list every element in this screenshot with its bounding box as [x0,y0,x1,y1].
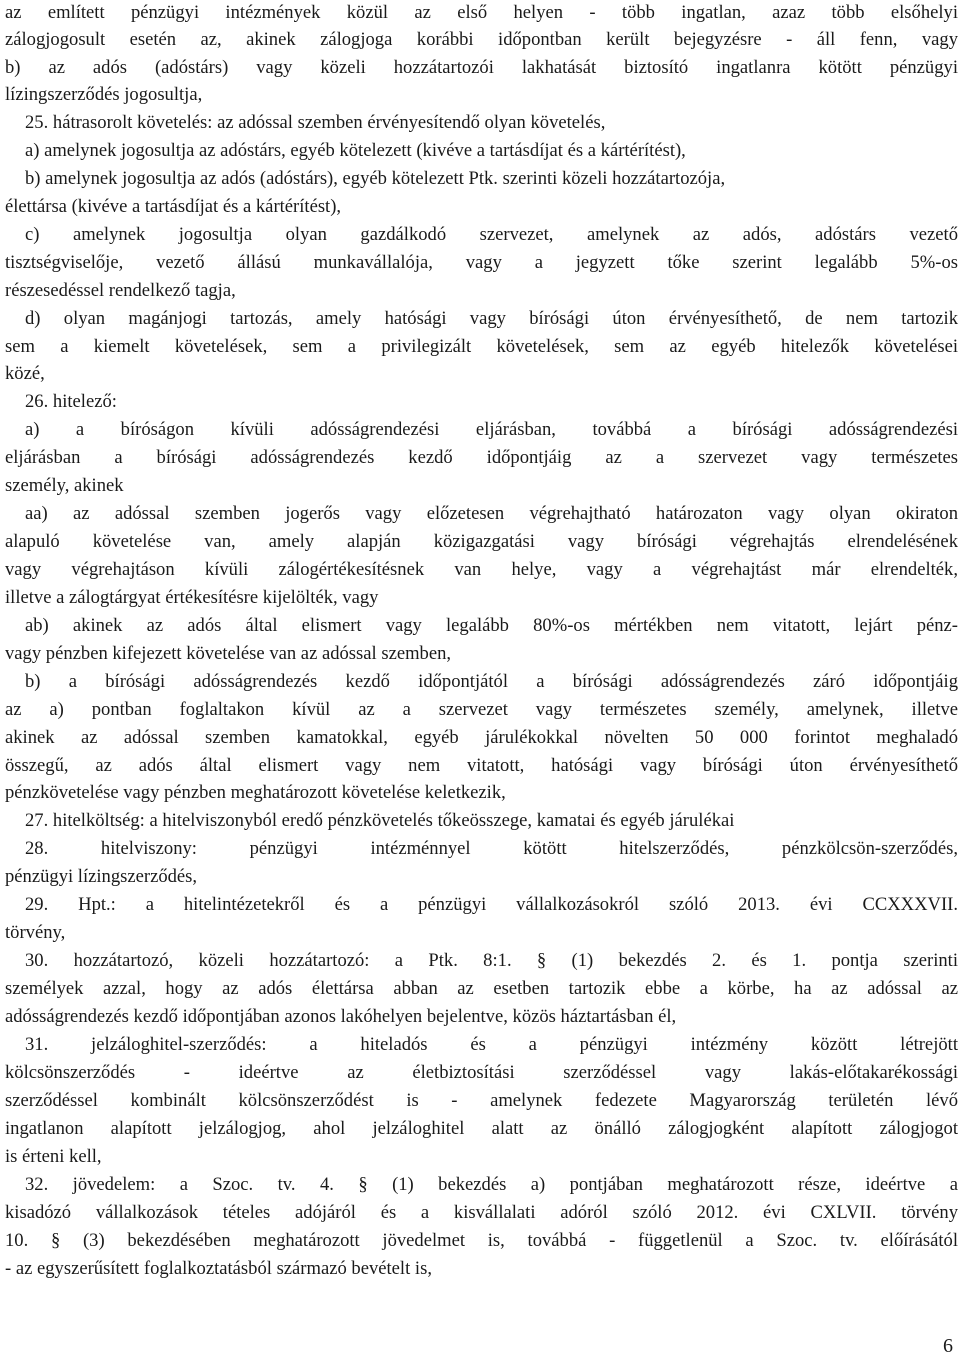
text-line: c) amelynek jogosultja olyan gazdálkodó szervezet, amelynek az adós, adóstárs vezető [25,224,958,245]
text-line: - az egyszerűsített foglalkoztatásból származó bevételt is, [5,1258,432,1279]
text-line: 10. § (3) bekezdésében meghatározott jövedelmet is, továbbá - függetlenül a Szoc. tv. előírásától [5,1230,958,1251]
text-line: az a) pontban foglaltakon kívül az a szervezet vagy természetes személy, amelynek, illetve [5,699,958,720]
text-line: személy, akinek [5,475,124,496]
text-line: b) az adós (adóstárs) vagy közeli hozzátartozói lakhatását biztosító ingatlanra kötött pénzügyi [5,57,958,78]
text-line: 29. Hpt.: a hitelintézetekről és a pénzügyi vállalkozásokról szóló 2013. évi CCXXXVII. [25,894,958,915]
text-line: is érteni kell, [5,1146,102,1167]
text-line: az említett pénzügyi intézmények közül az első helyen - több ingatlan, azaz több elsőhelyi [5,2,958,23]
text-line: eljárásban a bírósági adósságrendezés kezdő időpontjáig az a szervezet vagy természetes [5,447,958,468]
text-line: 32. jövedelem: a Szoc. tv. 4. § (1) bekezdés a) pontjában meghatározott része, ideértve a [25,1174,958,1195]
text-line: tisztségviselője, vezető állású munkavállalója, vagy a jegyzett tőke szerint legalább 5%-os [5,252,958,273]
text-line: vagy pénzben kifejezett követelése van az adóssal szemben, [5,643,452,664]
text-line: pénzkövetelése vagy pénzben meghatározott követelése keletkezik, [5,782,506,803]
text-line: d) olyan magánjogi tartozás, amely hatósági vagy bírósági úton érvényesíthető, de nem tartozik [25,308,958,329]
text-line: sem a kiemelt követelések, sem a privilegizált követelések, sem az egyéb hitelezők követelései [5,336,958,357]
text-line: szerződéssel kombinált kölcsönszerződést is - amelynek fedezete Magyarország területén lévő [5,1090,958,1111]
text-line: a) amelynek jogosultja az adóstárs, egyéb kötelezett (kivéve a tartásdíjat és a kártérítést), [25,140,686,161]
text-line: részesedéssel rendelkező tagja, [5,280,236,301]
text-line: 26. hitelező: [25,391,117,412]
text-line: b) amelynek jogosultja az adós (adóstárs), egyéb kötelezett Ptk. szerinti közeli hozzátartozója, [25,168,726,189]
text-line: illetve a zálogtárgyat értékesítésre kijelölték, vagy [5,587,379,608]
text-line: törvény, [5,922,66,943]
text-line: b) a bírósági adósságrendezés kezdő időpontjától a bírósági adósságrendezés záró időpontjáig [25,671,958,692]
text-line: 31. jelzáloghitel-szerződés: a hiteladós és a pénzügyi intézmény között létrejött [25,1034,958,1055]
text-line: ingatlanon alapított jelzálogjog, ahol jelzáloghitel alatt az önálló zálogjogként alapított zálogjogot [5,1118,958,1139]
text-line: 25. hátrasorolt követelés: az adóssal szemben érvényesítendő olyan követelés, [25,112,606,133]
text-line: közé, [5,363,45,384]
text-line: alapuló követelése van, amely alapján közigazgatási vagy bírósági végrehajtás elrendelésének [5,531,958,552]
text-line: pénzügyi lízingszerződés, [5,866,198,887]
page-number: 6 [943,1335,953,1357]
text-line: aa) az adóssal szemben jogerős vagy előzetesen végrehajtható határozaton vagy olyan okiraton [25,503,958,524]
text-line: kölcsönszerződés - ideértve az életbiztosítási szerződéssel vagy lakás-előtakarékossági [5,1062,958,1083]
text-line: 27. hitelköltség: a hitelviszonyból eredő pénzkövetelés tőkeösszege, kamatai és egyéb járulékai [25,810,735,831]
text-line: a) a bíróságon kívüli adósságrendezési eljárásban, továbbá a bírósági adósságrendezési [25,419,958,440]
text-line: vagy végrehajtáson kívüli zálogértékesítésnek van helye, vagy a végrehajtást már elrendelték, [5,559,958,580]
text-line: lízingszerződés jogosultja, [5,84,203,105]
text-line: kisadózó vállalkozások tételes adójáról és a kisvállalati adóról szóló 2012. évi CXLVII. törvény [5,1202,958,1223]
text-line: adósságrendezés kezdő időpontjában azonos lakóhelyen bejelentve, közös háztartásban él, [5,1006,677,1027]
text-line: akinek az adóssal szemben kamatokkal, egyéb járulékokkal növelten 50 000 forintot meghaladó [5,727,958,748]
text-line: 28. hitelviszony: pénzügyi intézménnyel kötött hitelszerződés, pénzkölcsön-szerződés, [25,838,958,859]
text-line: élettársa (kivéve a tartásdíjat és a kártérítést), [5,196,342,217]
text-line: összegű, az adós által elismert vagy nem vitatott, hatósági vagy bírósági úton érvényesíthető [5,755,958,776]
text-line: 30. hozzátartozó, közeli hozzátartozó: a Ptk. 8:1. § (1) bekezdés 2. és 1. pontja szerinti [25,950,958,971]
text-line: ab) akinek az adós által elismert vagy legalább 80%-os mértékben nem vitatott, lejárt pénz- [25,615,958,636]
text-line: zálogjogosult esetén az, akinek zálogjoga korábbi időpontban került bejegyzésre - áll fenn, vagy [5,29,958,50]
text-line: személyek azzal, hogy az adós élettársa abban az esetben tartozik ebbe a körbe, ha az adóssal az [5,978,958,999]
